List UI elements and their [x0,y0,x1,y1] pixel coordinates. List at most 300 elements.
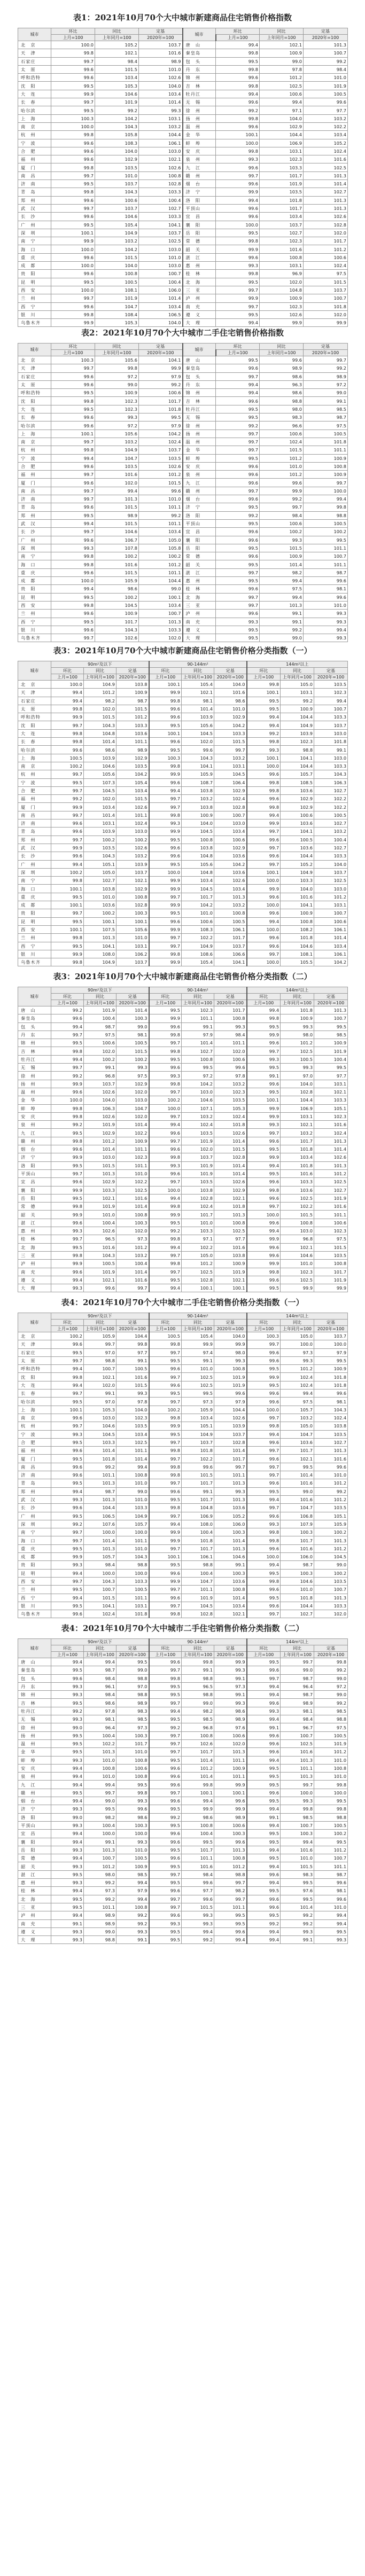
index-value: 101.1 [214,1756,247,1764]
index-value: 99.6 [149,778,182,786]
index-value: 100.4 [84,1821,117,1829]
index-value: 99.2 [281,1911,314,1919]
city-name: 武 汉 [18,204,51,212]
area-group-header: 90m²及以下 [51,1313,149,1320]
city-name: 石家庄 [18,697,51,705]
index-value: 107.5 [84,925,117,933]
index-value: 101.5 [281,1862,314,1870]
index-value: 99.0 [84,1927,117,1935]
index-value: 103.1 [139,114,183,122]
index-value: 101.5 [117,705,149,713]
table-row [18,356,348,364]
table-row [18,544,348,552]
city-name: 广 州 [18,536,51,544]
index-value: 99.6 [247,1666,281,1674]
index-value: 99.7 [149,1373,182,1381]
index-value: 99.9 [51,1260,84,1268]
index-value: 99.7 [149,795,182,803]
index-value: 99.9 [51,950,84,958]
table-row [18,770,348,778]
column-header: 同比 [84,668,117,674]
index-value: 103.7 [117,958,149,966]
index-value: 99.5 [216,560,260,568]
index-value: 100.9 [281,705,314,713]
column-header: 环比 [51,668,84,674]
index-value: 102.6 [117,844,149,852]
index-value: 103.6 [214,1504,247,1512]
table-row [18,528,348,536]
index-value: 108.5 [281,778,314,786]
index-value: 99.3 [51,1846,84,1854]
unit-header: 上月=100 [247,1000,281,1006]
city-name: 重 庆 [18,568,51,576]
city-name: 兰 州 [18,1586,51,1594]
index-value: 99.5 [149,1561,182,1569]
index-value: 102.8 [214,1438,247,1446]
index-value: 99.8 [216,237,260,245]
table-row [18,786,348,794]
index-value: 99.5 [51,1039,84,1047]
index-value: 99.4 [247,1430,281,1438]
index-value: 99.8 [51,601,95,609]
index-value: 99.6 [51,746,84,754]
index-value: 101.6 [281,1169,314,1177]
index-value: 99.4 [149,1121,182,1129]
index-value: 98.7 [281,1674,314,1682]
index-value: 100.2 [84,909,117,917]
index-value: 103.3 [117,721,149,729]
index-value: 99.7 [216,568,260,576]
index-value: 99.9 [51,237,95,245]
index-value: 99.6 [51,1447,84,1455]
unit-header: 上年同月=100 [182,674,214,681]
column-header: 同比 [182,1320,214,1326]
index-value: 98.5 [314,1707,348,1715]
index-value: 100.4 [84,1014,117,1022]
table-row [18,689,348,697]
table-row [18,413,348,421]
index-value: 99.6 [149,1169,182,1177]
city-name: 西 安 [18,925,51,933]
index-value: 107.6 [84,1520,117,1528]
index-value: 100.4 [84,1731,117,1739]
table-row [18,634,348,642]
city-name: 郑 州 [18,1487,51,1495]
table-row [18,1789,348,1797]
city-name: 无 锡 [183,413,216,421]
column-header: 环比 [51,1645,84,1652]
index-value: 96.9 [260,270,304,278]
index-value: 100.1 [247,868,281,876]
index-value: 99.5 [149,1936,182,1944]
index-value: 103.1 [260,147,304,155]
index-value: 105.6 [182,860,214,868]
table-row [18,738,348,746]
index-value: 104.1 [84,1602,117,1610]
table-row [18,1862,348,1870]
index-value: 99.8 [149,1674,182,1682]
table-1-body [18,28,347,327]
index-value: 99.6 [216,610,260,618]
city-name: 南 宁 [18,237,51,245]
unit-header: 2020年=100 [214,1000,247,1006]
index-value: 99.8 [51,1203,84,1211]
city-name: 三 亚 [18,1903,51,1911]
index-value: 99.5 [247,1830,281,1838]
index-value: 101.5 [182,1471,214,1479]
index-value: 101.0 [314,1773,348,1781]
index-value: 100.7 [214,811,247,819]
index-value: 101.9 [84,1006,117,1014]
table-row [18,601,348,609]
column-header: 定基 [314,994,348,1000]
index-value: 101.1 [117,1145,149,1153]
index-value: 99.6 [247,1178,281,1186]
index-value: 99.6 [51,380,95,388]
index-value: 99.4 [247,713,281,721]
index-value: 99.0 [281,1487,314,1495]
city-name: 赣 州 [183,487,216,495]
index-value: 105.9 [182,1406,214,1414]
index-value: 105.0 [281,681,314,689]
index-value: 99.7 [149,1479,182,1487]
index-value: 99.0 [139,585,183,593]
city-name: 乌鲁木齐 [18,319,51,327]
index-value: 104.2 [214,721,247,729]
city-name: 锦 州 [183,389,216,397]
index-value: 99.9 [247,1373,281,1381]
index-value: 102.7 [182,1047,214,1055]
index-value: 99.6 [216,253,260,261]
index-value: 101.2 [314,1846,348,1854]
index-value: 101.9 [84,1121,117,1129]
index-value: 100.3 [214,1830,247,1838]
index-value: 99.6 [182,1463,214,1471]
index-value: 99.3 [51,1927,84,1935]
index-value: 99.6 [149,1764,182,1772]
index-value: 104.9 [95,229,139,237]
index-value: 100.1 [51,925,84,933]
city-name: 大 理 [183,319,216,327]
index-value: 103.7 [139,41,183,49]
table-row [18,1398,348,1406]
index-value: 99.6 [149,1773,182,1781]
index-value: 106.5 [84,1512,117,1520]
index-value: 99.6 [247,1479,281,1487]
index-value: 101.1 [304,560,348,568]
area-group-header: 144m²以上 [247,661,348,668]
city-name: 宜 昌 [183,213,216,221]
index-value: 104.4 [84,1504,117,1512]
index-value: 99.4 [51,1022,84,1031]
city-name: 厦 门 [18,479,51,487]
index-value: 101.2 [117,713,149,721]
index-value: 99.3 [51,1936,84,1944]
index-value: 102.9 [117,754,149,762]
index-value: 97.9 [182,1031,214,1039]
index-value: 99.8 [149,1153,182,1161]
index-value: 103.6 [214,1577,247,1585]
table-row [18,155,348,163]
city-name: 金 华 [18,1748,51,1756]
index-value: 103.0 [84,1153,117,1161]
city-name: 沈 阳 [18,82,51,90]
index-value: 101.7 [214,1006,247,1014]
index-value: 99.0 [117,1487,149,1495]
index-value: 99.6 [51,1014,84,1022]
index-value: 99.5 [247,697,281,705]
index-value: 99.5 [51,778,84,786]
index-value: 101.7 [260,171,304,179]
index-value: 106.9 [260,139,304,147]
index-value: 99.4 [51,1773,84,1781]
index-value: 99.6 [51,626,95,634]
index-value: 101.0 [117,1169,149,1177]
index-value: 99.6 [51,253,95,261]
index-value: 97.8 [117,1398,149,1406]
index-value: 98.8 [117,1674,149,1682]
city-name: 北 京 [18,41,51,49]
index-value: 100.3 [51,356,95,364]
index-value: 97.3 [84,1887,117,1895]
index-value: 99.7 [149,1731,182,1739]
index-value: 99.7 [247,1471,281,1479]
index-value: 101.3 [214,1495,247,1503]
index-value: 99.7 [149,1088,182,1096]
city-name: 烟 台 [18,1145,51,1153]
index-value: 99.8 [51,705,84,713]
data-table [18,28,348,327]
index-value: 99.3 [117,1838,149,1846]
unit-header: 上月=100 [247,674,281,681]
index-value: 103.7 [182,1438,214,1446]
index-value: 99.9 [149,885,182,893]
index-value: 101.9 [182,1594,214,1602]
index-value: 98.7 [304,413,348,421]
index-value: 101.1 [182,1586,214,1594]
index-value: 102.1 [84,1194,117,1202]
index-value: 104.0 [139,319,183,327]
index-value: 99.5 [51,1455,84,1463]
index-value: 99.0 [51,1723,84,1731]
index-value: 99.7 [247,828,281,836]
index-value: 99.6 [314,1463,348,1471]
city-name: 哈尔滨 [18,421,51,430]
index-value: 99.4 [51,1887,84,1895]
index-value: 98.6 [182,1813,214,1821]
index-value: 103.3 [314,1602,348,1610]
index-value: 99.8 [247,803,281,811]
index-value: 106.0 [281,1553,314,1561]
index-value: 103.2 [214,1080,247,1088]
index-value: 101.2 [182,1764,214,1772]
index-value: 103.6 [214,868,247,876]
index-value: 102.9 [84,1129,117,1137]
index-value: 99.5 [149,836,182,844]
index-value: 99.0 [314,1674,348,1682]
table-row [18,139,348,147]
index-value: 99.2 [314,1487,348,1495]
index-value: 102.1 [95,49,139,57]
index-value: 99.7 [216,438,260,446]
index-value: 102.3 [281,738,314,746]
index-value: 100.7 [304,49,348,57]
index-value: 101.6 [281,1846,314,1854]
index-value: 99.7 [51,98,95,106]
city-name: 泸 州 [183,294,216,302]
city-name: 赣 州 [183,171,216,179]
index-value: 106.3 [314,778,348,786]
table-row [18,762,348,770]
index-value: 100.3 [214,1569,247,1577]
column-header: 同比 [182,668,214,674]
index-value: 103.5 [314,1430,348,1438]
index-value: 100.5 [84,1260,117,1268]
city-name: 沈 阳 [18,1373,51,1381]
index-value: 105.1 [182,1422,214,1430]
index-value: 99.6 [247,770,281,778]
city-name: 蚌 埠 [18,1756,51,1764]
index-value: 102.9 [281,795,314,803]
index-value: 100.0 [247,877,281,885]
index-value: 99.3 [51,1495,84,1503]
index-value: 105.0 [182,1251,214,1259]
index-value: 104.5 [182,828,214,836]
index-value: 99.4 [304,626,348,634]
index-value: 101.2 [281,1365,314,1373]
index-value: 101.0 [214,705,247,713]
table-row [18,65,348,73]
index-value: 97.9 [314,1348,348,1356]
table-row [18,803,348,811]
index-value: 99.5 [51,1699,84,1707]
index-value: 99.8 [51,131,95,139]
index-value: 102.7 [314,844,348,852]
city-name: 桂 林 [18,1887,51,1895]
index-value: 108.1 [281,950,314,958]
city-name: 南 宁 [18,877,51,885]
index-value: 102.5 [314,877,348,885]
city-name: 金 华 [18,1096,51,1104]
index-value: 101.8 [214,1121,247,1129]
index-value: 101.4 [182,1773,214,1781]
index-value: 103.1 [117,942,149,950]
city-name: 济 南 [18,495,51,503]
index-value: 99.8 [149,762,182,770]
index-value: 103.7 [314,868,348,876]
index-value: 99.5 [247,1773,281,1781]
index-value: 103.3 [84,1186,117,1194]
index-value: 104.5 [95,601,139,609]
table-row [18,1186,348,1194]
city-name: 安 庆 [18,1112,51,1120]
index-value: 103.7 [139,446,183,454]
index-value: 105.0 [84,868,117,876]
index-value: 103.7 [304,286,348,294]
index-value: 99.5 [149,1356,182,1364]
index-value: 105.7 [281,770,314,778]
index-value: 99.8 [51,934,84,942]
index-value: 99.7 [247,1414,281,1422]
index-value: 99.4 [247,1756,281,1764]
index-value: 101.2 [139,471,183,479]
index-value: 102.2 [84,1739,117,1747]
city-name: 牡丹江 [183,90,216,98]
index-value: 99.6 [182,1879,214,1887]
city-name: 泸 州 [18,1260,51,1268]
index-value: 101.5 [95,503,139,511]
index-value: 103.7 [84,1080,117,1088]
index-value: 98.9 [117,746,149,754]
table-row [18,1707,348,1715]
table-row [18,868,348,876]
index-value: 99.6 [149,1887,182,1895]
index-value: 97.3 [281,1348,314,1356]
index-value: 99.5 [214,1919,247,1927]
index-value: 99.7 [51,909,84,917]
index-value: 98.8 [182,1691,214,1699]
index-value: 99.7 [216,487,260,495]
index-value: 103.6 [281,1186,314,1194]
city-name: 桂 林 [183,585,216,593]
index-value: 100.8 [214,1219,247,1227]
index-value: 99.9 [149,925,182,933]
index-value: 106.1 [314,925,348,933]
index-value: 102.2 [314,803,348,811]
table-row [18,934,348,942]
index-value: 99.9 [149,1422,182,1430]
index-value: 99.9 [51,1553,84,1561]
table-row [18,364,348,372]
index-value: 102.0 [84,705,117,713]
city-name: 银 川 [18,310,51,318]
index-value: 101.1 [314,1211,348,1219]
index-value: 99.3 [117,1797,149,1805]
index-value: 104.9 [95,446,139,454]
unit-header: 2020年=100 [117,1326,149,1332]
city-name: 长 沙 [18,213,51,221]
index-value: 99.6 [149,1064,182,1072]
index-value: 99.3 [260,536,304,544]
index-value: 99.6 [51,155,95,163]
index-value: 108.7 [182,778,214,786]
table-row [18,893,348,901]
city-name: 武 汉 [18,844,51,852]
table-row [18,1805,348,1813]
index-value: 106.7 [95,536,139,544]
index-value: 100.2 [84,1055,117,1063]
city-name: 兰 州 [18,934,51,942]
city-name: 平顶山 [18,1821,51,1829]
city-name: 徐 州 [183,421,216,430]
index-value: 99.7 [149,1739,182,1747]
index-value: 104.1 [281,754,314,762]
index-value: 102.0 [84,1047,117,1055]
index-value: 108.0 [84,950,117,958]
table-row [18,877,348,885]
index-value: 99.5 [117,1658,149,1666]
index-value: 100.4 [139,278,183,286]
index-value: 99.7 [247,1129,281,1137]
city-name: 南 京 [18,122,51,130]
index-value: 99.8 [149,1610,182,1618]
index-value: 101.9 [182,1137,214,1145]
table-row [18,495,348,503]
index-value: 99.3 [51,1756,84,1764]
index-value: 99.9 [182,1805,214,1813]
column-header: 定基 [214,1320,247,1326]
column-header: 定基 [139,344,183,350]
